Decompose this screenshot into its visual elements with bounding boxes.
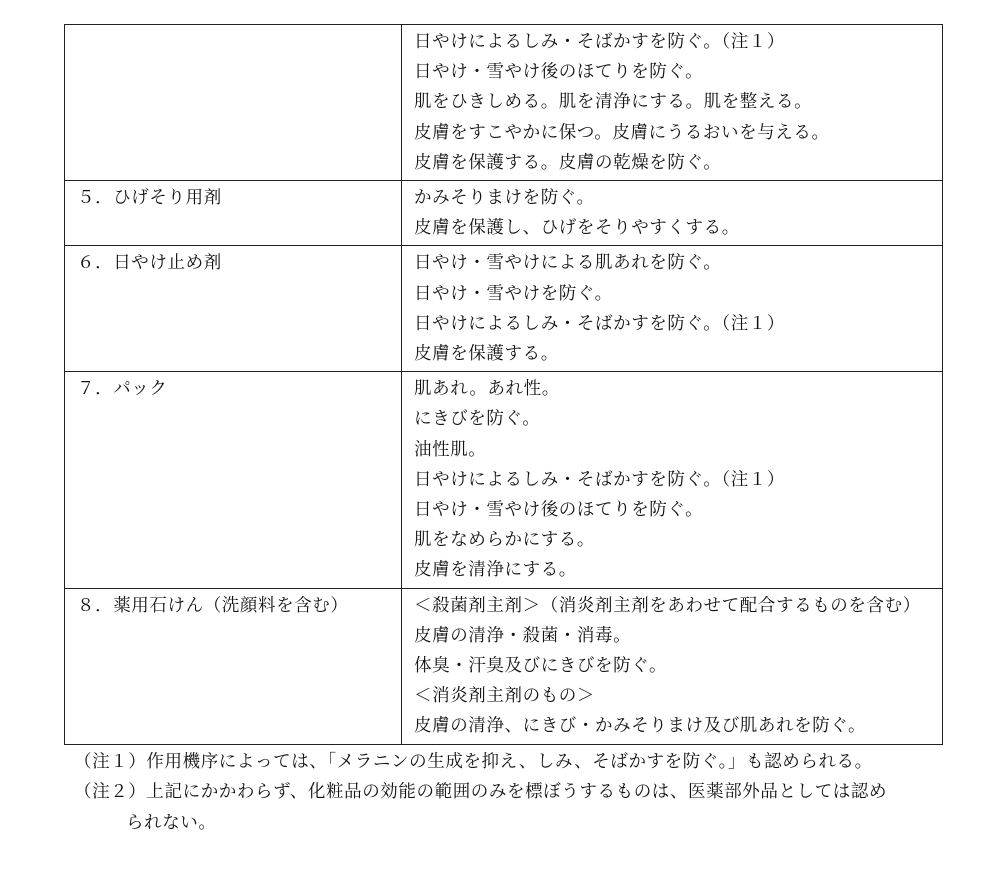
- effect-line: 日やけ・雪やけ後のほてりを防ぐ。: [414, 500, 704, 521]
- effect-line: かみそりまけを防ぐ。: [414, 188, 595, 209]
- effect-line: 日やけ・雪やけによる肌あれを防ぐ。: [414, 253, 722, 274]
- effect-line: 体臭・汗臭及びにきびを防ぐ。: [414, 656, 668, 677]
- footnote-mark: （注１）: [74, 751, 147, 772]
- effects-cell: [402, 372, 943, 588]
- category-cell: [65, 25, 402, 181]
- effect-line: 皮膚を清浄にする。: [414, 560, 577, 581]
- category-label: ８．薬用石けん（洗顔料を含む）: [77, 595, 349, 616]
- effect-line: 皮膚の清浄・殺菌・消毒。: [414, 625, 632, 646]
- table-row: [65, 372, 943, 588]
- effect-line: 皮膚を保護し、ひげをそりやすくする。: [414, 218, 740, 239]
- footnote: [64, 777, 904, 838]
- category-cell: [65, 181, 402, 246]
- efficacy-table: [64, 24, 943, 745]
- footnote-mark: （注２）: [74, 782, 147, 803]
- effect-line: 日やけによるしみ・そばかすを防ぐ。（注１）: [414, 32, 785, 52]
- category-cell: [65, 246, 402, 372]
- effect-line: ＜殺菌剤主剤＞（消炎剤主剤をあわせて配合するものを含む）: [414, 595, 921, 616]
- table-row: [65, 25, 943, 181]
- footnotes: [64, 747, 904, 839]
- category-label: ５．ひげそり用剤: [77, 188, 222, 209]
- category-cell: [65, 588, 402, 744]
- effect-line: 日やけによるしみ・そばかすを防ぐ。（注１）: [414, 313, 785, 334]
- effect-line: 肌をなめらかにする。: [414, 530, 595, 551]
- effect-line: 皮膚をすこやかに保つ。皮膚にうるおいを与える。: [414, 122, 830, 143]
- footnote-text: 作用機序によっては、「メラニンの生成を抑え、しみ、そばかすを防ぐ。」も認められる。: [146, 751, 873, 772]
- table-row: [65, 246, 943, 372]
- footnote-text: 上記にかかわらず、化粧品の効能の範囲のみを標ぼうするものは、医薬部外品としては認められない。: [126, 782, 888, 833]
- effects-cell: [402, 181, 943, 246]
- effect-line: にきびを防ぐ。: [414, 409, 541, 430]
- effect-line: 日やけ・雪やけ後のほてりを防ぐ。: [414, 62, 704, 83]
- category-label: ７．パック: [77, 379, 168, 400]
- effect-line: 油性肌。: [414, 439, 487, 460]
- effect-line: 日やけ・雪やけを防ぐ。: [414, 283, 613, 304]
- effects-cell: [402, 246, 943, 372]
- effect-line: 皮膚を保護する。皮膚の乾燥を防ぐ。: [414, 152, 722, 173]
- effect-line: 皮膚の清浄、にきび・かみそりまけ及び肌あれを防ぐ。: [414, 716, 867, 737]
- effect-line: 肌をひきしめる。肌を清浄にする。肌を整える。: [414, 92, 813, 113]
- category-cell: [65, 372, 402, 588]
- effect-line: ＜消炎剤主剤のもの＞: [414, 686, 595, 707]
- effects-cell: [402, 588, 943, 744]
- footnote: [64, 747, 904, 778]
- table-row: [65, 181, 943, 246]
- category-label: ６．日やけ止め剤: [77, 253, 222, 274]
- effect-line: 皮膚を保護する。: [414, 344, 559, 365]
- effect-line: 日やけによるしみ・そばかすを防ぐ。（注１）: [414, 469, 785, 490]
- effect-line: 肌あれ。あれ性。: [414, 379, 560, 400]
- effects-cell: [402, 25, 943, 181]
- efficacy-document: [64, 24, 921, 838]
- table-row: [65, 588, 943, 744]
